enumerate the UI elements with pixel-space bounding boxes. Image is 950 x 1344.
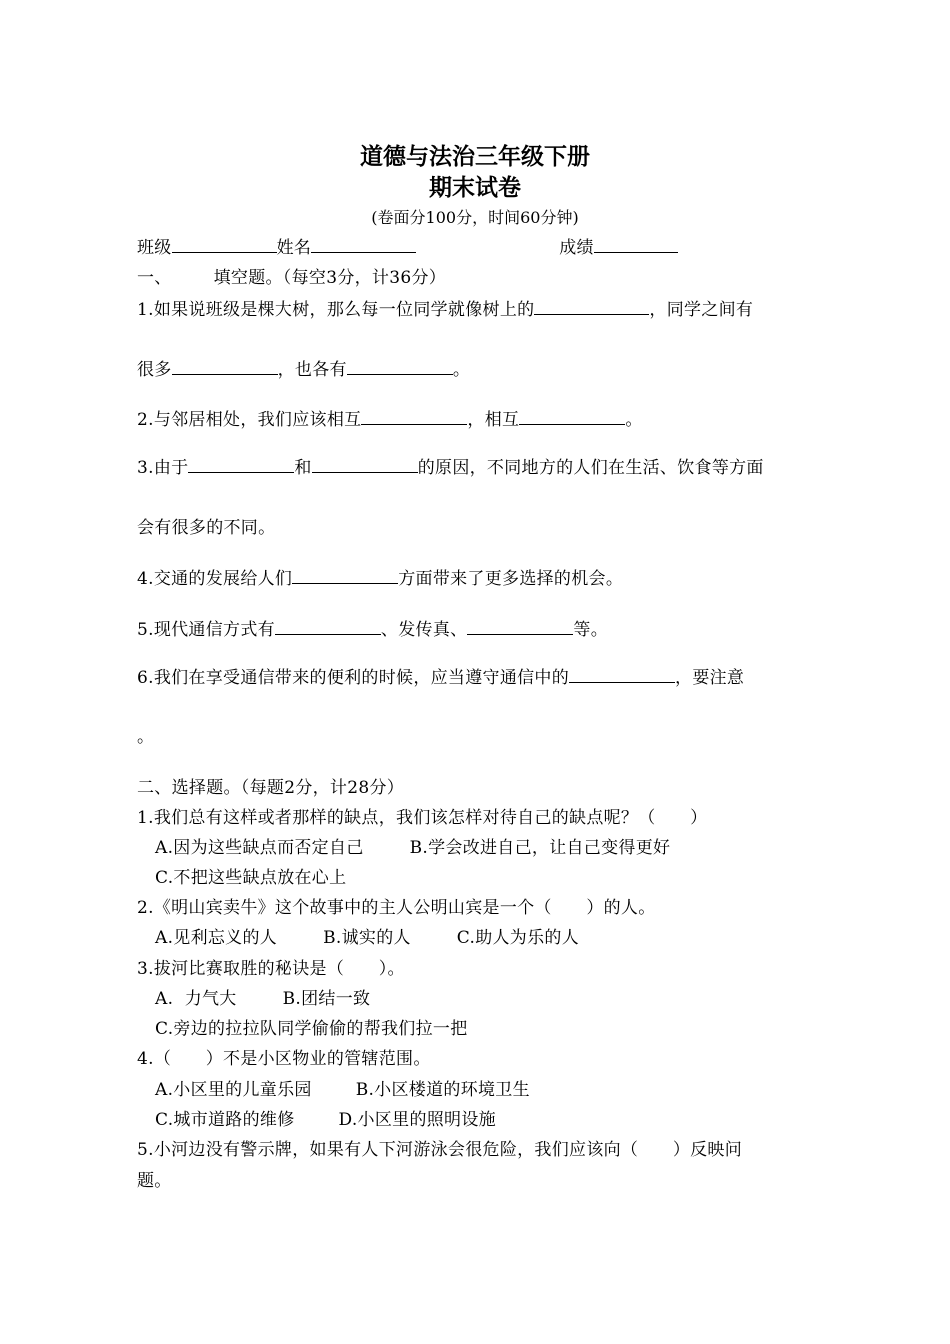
choice-q4-option-c[interactable]: C.城市道路的维修 <box>155 1110 295 1130</box>
choice-q4-options-row2 <box>155 1109 496 1131</box>
section1-title: 填空题。（每空3分，计36分） <box>213 268 447 288</box>
q6-text: 6.我们在享受通信带来的便利的时候，应当遵守通信中的 <box>137 668 570 688</box>
name-label: 姓名 <box>276 238 312 258</box>
choice-q1-options-row1 <box>155 837 670 859</box>
fill-question-2 <box>137 408 643 431</box>
score-label: 成绩 <box>559 238 594 258</box>
exam-info: (卷面分100分，时间60分钟) <box>371 208 579 227</box>
q1-blank-3[interactable] <box>347 358 453 375</box>
q1-text-4: ，也各有 <box>277 360 347 380</box>
q3-text-3: 的原因，不同地方的人们在生活、饮食等方面 <box>417 458 764 478</box>
class-field[interactable] <box>172 236 277 253</box>
choice-q4-option-b[interactable]: B.小区楼道的环境卫生 <box>355 1080 530 1100</box>
fill-question-5 <box>137 618 608 641</box>
choice-question-5-cont: 题。 <box>137 1171 172 1191</box>
exam-subtitle-title: 期末试卷 <box>429 175 521 201</box>
choice-q2-option-c[interactable]: C.助人为乐的人 <box>456 928 580 948</box>
student-info-row <box>137 236 678 259</box>
score-field[interactable] <box>594 236 678 253</box>
q2-blank-1[interactable] <box>361 408 467 425</box>
q2-text-2: ，相互 <box>467 410 520 430</box>
q2-text-3: 。 <box>625 410 643 430</box>
choice-q3-option-a[interactable]: A. 力气大 <box>155 989 237 1009</box>
q5-text-3: 等。 <box>573 620 609 640</box>
q1-text-2: ，同学之间有 <box>649 300 754 320</box>
q3-blank-2[interactable] <box>312 456 418 473</box>
choice-question-1: 1.我们总有这样或者那样的缺点，我们该怎样对待自己的缺点呢？（ ） <box>137 808 708 828</box>
q1-text: 1.如果说班级是棵大树，那么每一位同学就像树上的 <box>137 300 535 320</box>
fill-question-1 <box>137 298 753 321</box>
q6-text-3: 。 <box>137 727 155 747</box>
q1-text-5: 。 <box>452 360 471 380</box>
choice-question-4: 4.（ ）不是小区物业的管辖范围。 <box>137 1049 431 1069</box>
q4-text: 4.交通的发展给人们 <box>137 569 293 589</box>
fill-question-3 <box>137 456 764 479</box>
q5-blank-1[interactable] <box>275 618 381 635</box>
q1-text-3: 很多 <box>137 360 172 380</box>
section1-heading <box>137 267 446 289</box>
q5-text: 5.现代通信方式有 <box>137 620 275 640</box>
q5-blank-2[interactable] <box>467 618 573 635</box>
choice-q2-option-b[interactable]: B.诚实的人 <box>323 928 411 948</box>
choice-q1-option-a[interactable]: A.因为这些缺点而否定自己 <box>155 838 364 858</box>
q4-blank-1[interactable] <box>292 567 398 584</box>
exam-title: 道德与法治三年级下册 <box>360 144 590 170</box>
q3-text-4: 会有很多的不同。 <box>137 518 276 538</box>
q1-blank-1[interactable] <box>534 298 649 315</box>
q3-blank-1[interactable] <box>188 456 294 473</box>
choice-q1-option-b[interactable]: B.学会改进自己，让自己变得更好 <box>409 838 671 858</box>
q1-blank-2[interactable] <box>172 358 278 375</box>
choice-q4-option-a[interactable]: A.小区里的儿童乐园 <box>155 1080 312 1100</box>
q5-text-2: 、发传真、 <box>380 620 468 640</box>
choice-q2-options <box>155 927 579 949</box>
q3-text: 3.由于 <box>137 458 189 478</box>
fill-question-4 <box>137 567 623 590</box>
q2-text: 2.与邻居相处，我们应该相互 <box>137 410 362 430</box>
choice-question-3: 3.拔河比赛取胜的秘诀是（ ）。 <box>137 959 405 979</box>
q2-blank-2[interactable] <box>519 408 625 425</box>
section2-heading: 二、选择题。（每题2分，计28分） <box>137 778 405 798</box>
class-label: 班级 <box>137 238 172 258</box>
choice-question-2: 2.《明山宾卖牛》这个故事中的主人公明山宾是一个（ ）的人。 <box>137 898 656 918</box>
choice-q3-option-c[interactable]: C.旁边的拉拉队同学偷偷的帮我们拉一把 <box>155 1019 468 1039</box>
q4-text-2: 方面带来了更多选择的机会。 <box>398 569 624 589</box>
q6-blank-1[interactable] <box>569 666 675 683</box>
fill-question-1-cont <box>137 358 470 381</box>
choice-question-5: 5.小河边没有警示牌，如果有人下河游泳会很危险，我们应该向（ ）反映问 <box>137 1140 743 1160</box>
fill-question-6 <box>137 666 744 689</box>
choice-q4-option-d[interactable]: D.小区里的照明设施 <box>338 1110 496 1130</box>
choice-q1-option-c[interactable]: C.不把这些缺点放在心上 <box>155 868 347 888</box>
choice-q3-options-row1 <box>155 988 370 1010</box>
choice-q3-option-b[interactable]: B.团结一致 <box>282 989 371 1009</box>
section1-number: 一、 <box>137 268 172 288</box>
choice-q4-options-row1 <box>155 1079 530 1101</box>
fill-question-6-cont <box>137 726 154 748</box>
fill-question-3-cont <box>137 517 275 539</box>
name-field[interactable] <box>311 236 416 253</box>
choice-q2-option-a[interactable]: A.见利忘义的人 <box>155 928 278 948</box>
q3-text-2: 和 <box>294 458 312 478</box>
q6-text-2: ，要注意 <box>675 668 745 688</box>
